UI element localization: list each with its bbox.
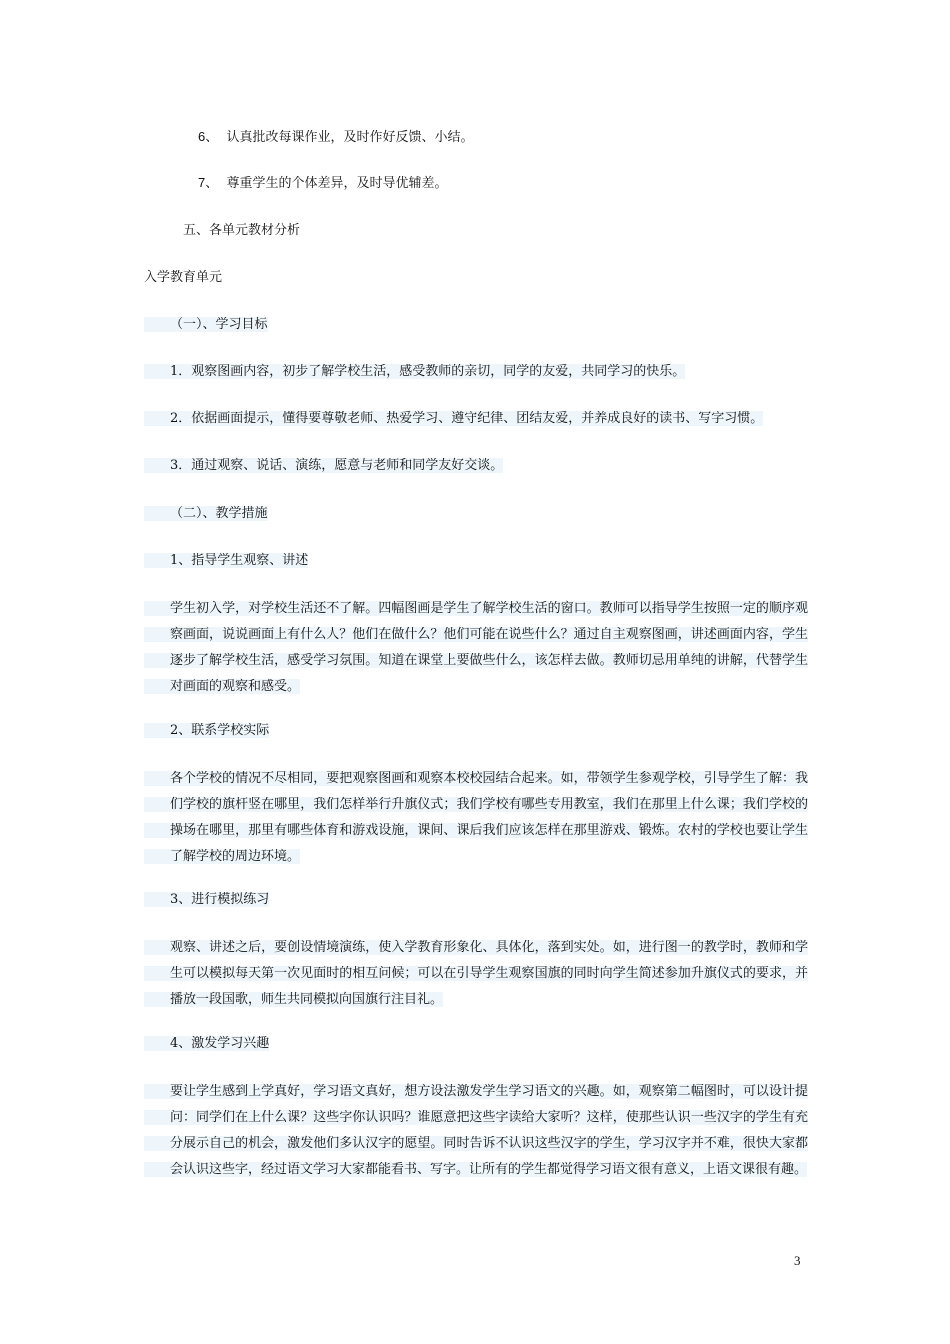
measure-body-text: 观察、讲述之后，要创设情境演练，使入学教育形象化、具体化，落到实处。如，进行图一的教学时，教师和学生可以模拟每天第一次见面时的相互问候；可以在引导学生观察国旗的同时向学生简述参加升旗仪式的要求，并播放一段国歌，师生共同模拟向国旗行注目礼。 — [144, 940, 808, 1007]
measure-title-1 — [144, 551, 308, 571]
measure-body-1 — [144, 596, 808, 700]
list-item-text: 尊重学生的个体差异，及时导优辅差。 — [226, 176, 448, 191]
goal-item-2 — [144, 409, 763, 429]
measure-body-text: 各个学校的情况不尽相同，要把观察图画和观察本校校园结合起来。如，带领学生参观学校，引导学生了解：我们学校的旗杆竖在哪里，我们怎样举行升旗仪式；我们学校有哪些专用教室，我们在那里上什么课；我们学校的操场在哪里，那里有哪些体育和游戏设施，课间、课后我们应该怎样在那里游戏、锻炼。农村的学校也要让学生了解学校的周边环境。 — [144, 771, 808, 864]
measures-heading — [144, 504, 268, 524]
section-heading: 五、各单元教材分析 — [183, 223, 301, 238]
measure-title-2 — [144, 721, 269, 741]
measure-body-4 — [144, 1079, 808, 1183]
measure-title-3 — [144, 890, 269, 910]
list-item-6 — [198, 127, 474, 148]
list-item-number: 6、 — [198, 129, 219, 144]
list-item-text: 认真批改每课作业，及时作好反馈、小结。 — [226, 130, 474, 145]
goal-item-text: 2．依据画面提示，懂得要尊敬老师、热爱学习、遵守纪律、团结友爱，并养成良好的读书、写字习惯。 — [144, 411, 763, 426]
unit-title: 入学教育单元 — [144, 270, 223, 285]
measure-title-text: 1、指导学生观察、讲述 — [144, 553, 308, 568]
measure-body-text: 学生初入学，对学校生活还不了解。四幅图画是学生了解学校生活的窗口。教师可以指导学生按照一定的顺序观察画面，说说画面上有什么人？他们在做什么？他们可能在说些什么？通过自主观察图画，讲述画面内容，学生逐步了解学校生活，感受学习氛围。知道在课堂上要做些什么，该怎样去做。教师切忌用单纯的讲解，代替学生对画面的观察和感受。 — [144, 601, 808, 694]
goal-item-1 — [144, 362, 685, 382]
measure-title-text: 3、进行模拟练习 — [144, 892, 269, 907]
measure-body-3 — [144, 935, 808, 1013]
list-item-7 — [198, 173, 448, 194]
goals-heading-text: （一）、学习目标 — [144, 317, 268, 332]
measures-heading-text: （二）、教学措施 — [144, 506, 268, 521]
goal-item-3 — [144, 456, 503, 476]
goal-item-text: 1．观察图画内容，初步了解学校生活，感受教师的亲切，同学的友爱，共同学习的快乐。 — [144, 364, 685, 379]
list-item-number: 7、 — [198, 175, 219, 190]
measure-title-text: 4、激发学习兴趣 — [144, 1036, 269, 1051]
measure-body-text: 要让学生感到上学真好，学习语文真好，想方设法激发学生学习语文的兴趣。如，观察第二幅图时，可以设计提问：同学们在上什么课？这些字你认识吗？谁愿意把这些字读给大家听？这样，使那些认识一些汉字的学生有充分展示自己的机会，激发他们多认汉字的愿望。同时告诉不认识这些汉字的学生，学习汉字并不难，很快大家都会认识这些字，经过语文学习大家都能看书、写字。让所有的学生都觉得学习语文很有意义，上语文课很有趣。 — [144, 1084, 808, 1177]
goals-heading — [144, 315, 268, 335]
page-number: 3 — [794, 1253, 801, 1268]
measure-title-text: 2、联系学校实际 — [144, 723, 269, 738]
goal-item-text: 3．通过观察、说话、演练，愿意与老师和同学友好交谈。 — [144, 458, 503, 473]
measure-body-2 — [144, 766, 808, 870]
measure-title-4 — [144, 1034, 269, 1054]
